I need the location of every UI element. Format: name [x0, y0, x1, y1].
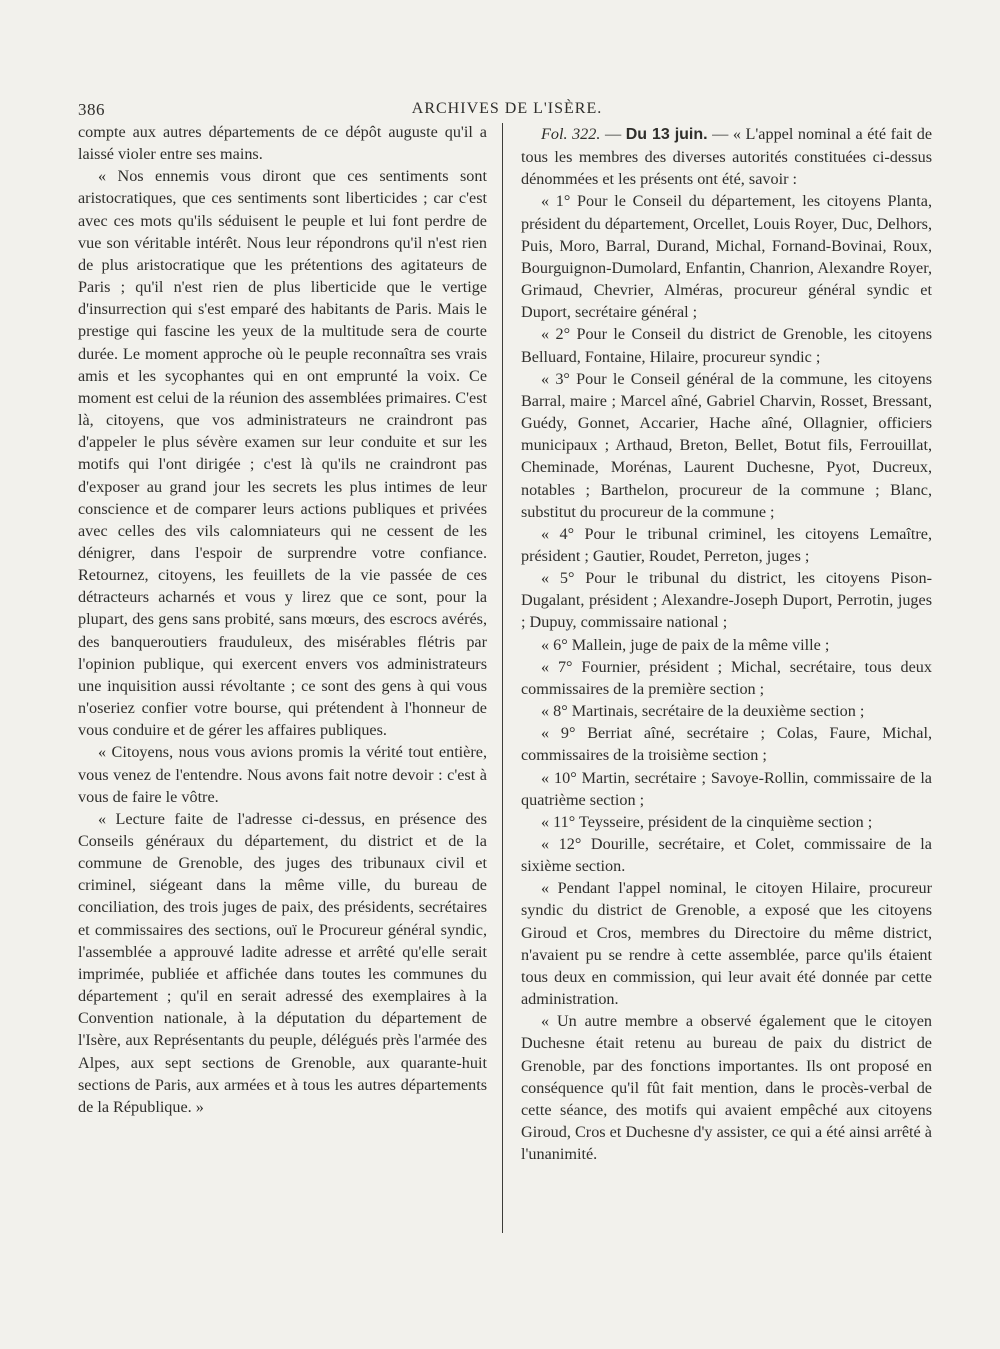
right-column	[521, 123, 932, 1165]
roll-call-item: « 11° Teysseire, président de la cinquième section ;	[541, 812, 873, 831]
column-divider	[502, 123, 503, 1233]
roll-call-item: « 3° Pour le Conseil général de la commune, les citoyens Barral, maire ; Marcel aîné, Gabriel Charvin, Rosset, Bressant, Guédy, Gonnet, Accarier, Hache aîné, Ollagnier, officiers municipaux ; Arthaud, Breton, Bellet, Botut fils, Ferrouillat, Cheminade, Morénas, Laurent Duchesne, Pyot, Ducreux, notables ; Barthelon, procureur de la commune ; Blanc, substitut du procureur de la commune ;	[521, 369, 932, 521]
session-date: Du 13 juin.	[625, 126, 708, 143]
paragraph: « Lecture faite de l'adresse ci-dessus, en présence des Conseils généraux du département, du district et de la commune de Grenoble, des juges des tribunaux civil et criminel, siégeant dans la même ville, du bureau de conciliation, des trois juges de paix, des présidents, secrétaires et commissaires des sections, ouï le Procureur général syndic, l'assemblée a approuvé ladite adresse et arrêté qu'elle serait imprimée, publiée et affichée dans toutes les communes du département ; qu'il en serait adressé des exemplaires à la Convention nationale, à la députation du département de l'Isère, aux Représentants du peuple, délégués près l'armée des Alpes, aux sept sections de Grenoble, aux quarante-huit sections de Paris, aux armées et à tous les autres départements de la République. »	[78, 809, 487, 1116]
paragraph: « Pendant l'appel nominal, le citoyen Hilaire, procureur syndic du district de Grenoble, a exposé que les citoyens Giroud et Cros, membres du Directoire du même district, n'avaient pu se rendre à cette assemblée, parce qu'ils étaient tous deux en commission, qui leur avait été donnée par cette administration.	[521, 879, 932, 1009]
roll-call-item: « 5° Pour le tribunal du district, les citoyens Pison-Dugalant, président ; Alexandre-Joseph Duport, Perrotin, juges ; Dupuy, commissaire national ;	[521, 569, 932, 632]
paragraph-continued: compte aux autres départements de ce dépôt auguste qu'il a laissé violer entre ses mains.	[78, 123, 487, 164]
roll-call-item: « 12° Dourille, secrétaire, et Colet, commissaire de la sixième section.	[521, 835, 932, 876]
session-entry	[521, 123, 932, 190]
paragraph: « Citoyens, nous vous avions promis la vérité tout entière, vous venez de l'entendre. Nous avons fait notre devoir : c'est à vous de faire le vôtre.	[78, 743, 487, 806]
roll-call-item: « 1° Pour le Conseil du département, les citoyens Planta, président du département, Orcellet, Louis Royer, Duc, Delhors, Puis, Moro, Barral, Durand, Michal, Fornand-Bovinai, Roux, Bourguignon-Dumolard, Enfantin, Chanrion, Alexandre Royer, Grimaud, Chevrier, Alméras, procureur général syndic et Duport, secrétaire général ;	[521, 192, 932, 322]
left-column	[78, 121, 487, 1118]
dash: —	[600, 125, 626, 143]
roll-call-item: « 8° Martinais, secrétaire de la deuxième section ;	[541, 702, 865, 721]
paragraph: « Un autre membre a observé également que le citoyen Duchesne était retenu au bureau de paix du district de Grenoble, par des fonctions importantes. Ils ont proposé en conséquence qu'il fût fait mention, dans le procès-verbal de cette séance, des motifs qui avaient empêché aux citoyens Giroud, Cros et Duchesne d'y assister, ce qui a été ainsi arrêté à l'unanimité.	[521, 1012, 932, 1164]
session-intro: — « L'appel nominal a été fait de tous les membres des diverses autorités constituées ci-dessus dénommées et les présents ont été, savoir :	[521, 125, 933, 189]
roll-call-item: « 9° Berriat aîné, secrétaire ; Colas, Faure, Michal, commissaires de la troisième section ;	[521, 724, 932, 765]
roll-call-item: « 6° Mallein, juge de paix de la même ville ;	[541, 635, 830, 654]
roll-call-item: « 2° Pour le Conseil du district de Grenoble, les citoyens Belluard, Fontaine, Hilaire, procureur syndic ;	[521, 325, 932, 366]
running-title: ARCHIVES DE L'ISÈRE.	[411, 100, 603, 117]
paragraph: « Nos ennemis vous diront que ces sentiments sont aristocratiques, que ces sentiments sont liberticides ; car c'est avec ces mots qu'ils séduisent le peuple et lui font perdre de vue son véritable intérêt. Nous leur répondrons qu'il n'est rien de plus aristocratique que les prétentions des agitateurs de Paris ; qu'il n'est rien de plus liberticide que le vertige d'insurrection qui s'est emparé des habitants de Paris. Mais le prestige qui fascine les yeux de la multitude sera de courte durée. Le moment approche où le peuple reconnaîtra ses vrais amis et les sycophantes qui en ont emprunté la voix. Ce moment est celui de la réunion des assemblées primaires. C'est là, citoyens, que vos administrateurs ne craindront pas d'appeler le plus sévère examen sur leur conduite et sur les motifs qui l'ont dirigée ; c'est là qu'ils ne craindront pas d'exposer au grand jour les secrets les plus intimes de leur conscience et de comparer leurs actions publiques et privées avec celles des vils calomniateurs qui ne cessent de les dénigrer, dans l'espoir de surprendre votre confiance. Retournez, citoyens, les feuillets de la vie passée de ces détracteurs acharnés et vous y lirez que ce sont, pour la plupart, des gens sans probité, sans mœurs, des escrocs avérés, des banqueroutiers frauduleux, des misérables flétris par l'opinion publique, qui exercent envers vos administrateurs une inquisition aussi révoltante ; ce sont des gens à qui vous n'oseriez confier votre bourse, qui prétendent à l'honneur de vous conduire et de gérer les affaires publiques.	[78, 167, 487, 740]
folio-reference: Fol. 322.	[541, 125, 601, 143]
roll-call-item: « 10° Martin, secrétaire ; Savoye-Rollin, commissaire de la quatrième section ;	[521, 768, 932, 809]
page-number: 386	[78, 100, 105, 119]
roll-call-item: « 7° Fournier, président ; Michal, secrétaire, tous deux commissaires de la première section ;	[521, 657, 932, 698]
roll-call-item: « 4° Pour le tribunal criminel, les citoyens Lemaître, président ; Gautier, Roudet, Perreton, juges ;	[521, 524, 932, 565]
